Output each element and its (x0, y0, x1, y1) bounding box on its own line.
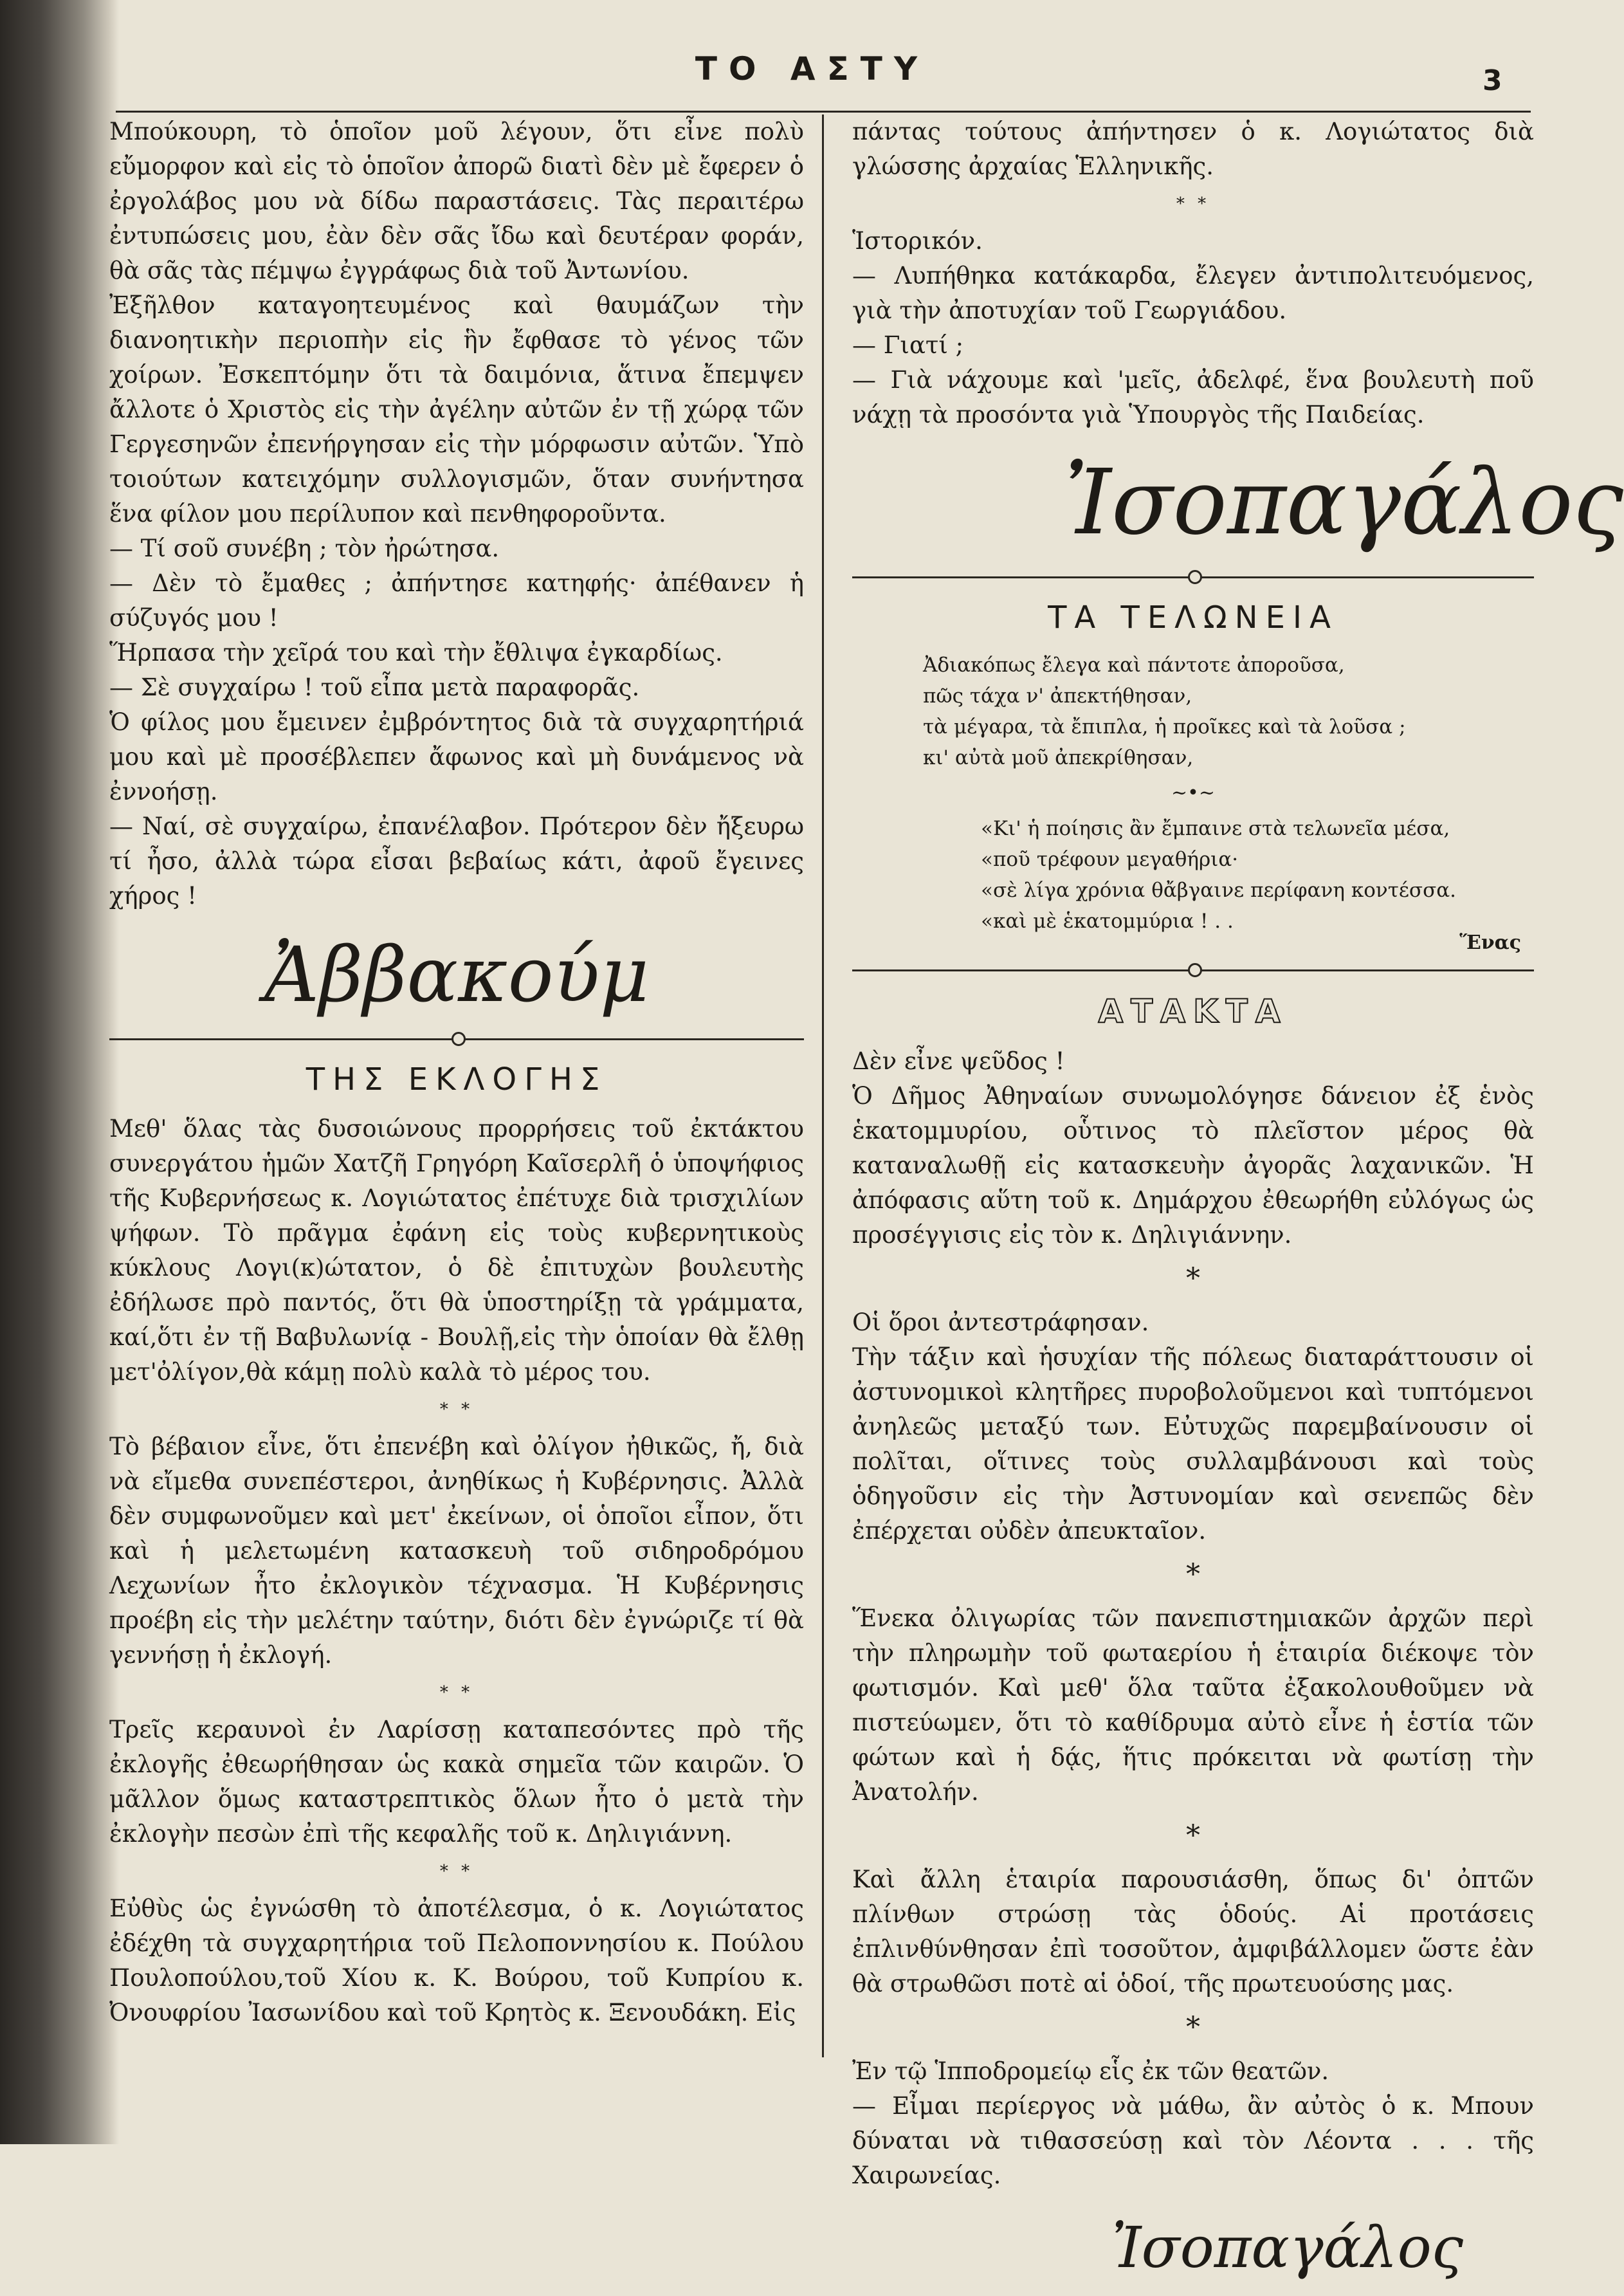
column-divider (822, 115, 824, 2057)
paragraph: Δὲν εἶνε ψεῦδος ! (852, 1047, 1065, 1075)
rule-ornament (1188, 963, 1202, 977)
paragraph: Ἐν τῷ Ἱπποδρομείῳ εἷς ἐκ τῶν θεατῶν. (852, 2057, 1329, 2085)
asterism: * * (439, 1862, 474, 1881)
paragraph: Τὸ βέβαιον εἶνε, ὅτι ἐπενέβη καὶ ὀλίγον ἠθικῶς, ἤ, διὰ νὰ εἴμεθα συνεπέστεροι, ἀνηθίκως ἡ Κυβέρνησις. Ἀλλὰ δὲν συμφωνοῦμεν καὶ μετ' ἐκείνων, οἱ ὁποῖοι εἶπον, ὅτι καὶ ἡ μελετωμένη κατασκευὴ τοῦ σιδηροδρόμου Λεχωνίων ἦτο ἐκλογικὸν τέχνασμα. Ἡ Κυβέρνησις προέβη εἰς τὴν μελέτην ταύτην, διότι δὲν ἐγνώριζε τί θὰ γεννήσῃ ἡ ἐκλογή. (109, 1433, 804, 1669)
paragraph: Εὐθὺς ὡς ἐγνώσθη τὸ ἀποτέλεσμα, ὁ κ. Λογιώτατος ἐδέχθη τὰ συγχαρητήρια τοῦ Πελοποννησίου κ. Πούλου Πουλοπούλου,τοῦ Χίου κ. Κ. Βούρου, τοῦ Κυπρίου κ. Ὀνουφρίου Ἰασωνίδου καὶ τοῦ Κρητὸς κ. Ξενουδάκη. Εἰς (109, 1895, 804, 2026)
paragraph: Καὶ ἄλλη ἑταιρία παρουσιάσθη, ὅπως δι' ὀπτῶν πλίνθων στρώσῃ τὰς ὁδούς. Αἱ προτάσεις ἐπλινθύνθησαν ἐπὶ τοσοῦτον, ἀμφιβάλλομεν ὥστε ἐὰν θὰ στρωθῶσι ποτὲ αἱ ὁδοί, τῆς πρωτευούσης μας. (852, 1866, 1534, 1998)
ornamental-rule (852, 960, 1534, 980)
paragraph: — Γιατί ; (852, 331, 964, 359)
section-title: ΤΗΣ ΕΚΛΟΓΗΣ (306, 1061, 608, 1097)
header-rule (116, 111, 1531, 113)
paragraph: Ἕνεκα ὀλιγωρίας τῶν πανεπιστημιακῶν ἀρχῶν περὶ τὴν πληρωμὴν τοῦ φωταερίου ἡ ἑταιρία διέκοψε τὸν φωτισμόν. Καὶ μεθ' ὅλα ταῦτα ἐξακολουθοῦμεν νὰ πιστεύωμεν, ὅτι τὸ καθίδρυμα αὐτὸ εἶνε ἡ ἑστία τῶν φώτων καὶ ἡ δᾴς, ἥτις πρόκειται νὰ φωτίσῃ τὴν Ἀνατολήν. (852, 1604, 1534, 1806)
poem-title: ΤΑ ΤΕΛΩΝΕΙΑ (1048, 600, 1338, 636)
star-separator: * (1186, 1819, 1200, 1852)
author-signature: Ἰσοπαγάλος (1111, 2214, 1463, 2281)
left-column (109, 115, 804, 2030)
right-column (852, 115, 1623, 2296)
paragraph: — Γιὰ νάχουμε καὶ 'μεῖς, ἀδελφέ, ἕνα βουλευτὴ ποῦ νάχῃ τὰ προσόντα γιὰ Ὑπουργὸς τῆς Παιδείας. (852, 366, 1534, 428)
paragraph: — Σὲ συγχαίρω ! τοῦ εἶπα μετὰ παραφορᾶς. (109, 674, 640, 701)
poem-signature: Ἕνας (1459, 932, 1521, 954)
poem-separator: ~•~ (1171, 782, 1215, 804)
star-separator: * (1186, 1262, 1200, 1295)
author-signature: Ἰσοπαγάλος (1064, 450, 1623, 555)
paragraph: Μπούκουρη, τὸ ὁποῖον μοῦ λέγουν, ὅτι εἶνε πολὺ εὔμορφον καὶ εἰς τὸ ὁποῖον ἀπορῶ διατὶ δὲν μὲ ἔφερεν ὁ ἐργολάβος μου νὰ δίδω παραστάσεις. Τὰς περαιτέρω ἐντυπώσεις μου, ἐὰν δὲν σᾶς ἴδω καὶ δευτέραν φοράν, θὰ σᾶς τὰς πέμψω ἐγγράφως διὰ τοῦ Ἀντωνίου. (109, 118, 804, 284)
asterism: * * (439, 1400, 474, 1419)
asterism: * * (439, 1683, 474, 1702)
page-number: 3 (1483, 64, 1502, 97)
paragraph: — Εἶμαι περίεργος νὰ μάθω, ἂν αὐτὸς ὁ κ. Μπουν δύναται νὰ τιθασσεύσῃ καὶ τὸν Λέοντα . . . τῆς Χαιρωνείας. (852, 2092, 1534, 2189)
poem-stanza: «Κι' ἡ ποίησις ἂν ἔμπαινε στὰ τελωνεῖα μέσα, «ποῦ τρέφουν μεγαθήρια· «σὲ λίγα χρόνια θἄβγαινε περίφανη κοντέσσα. «καὶ μὲ ἑκατομμύρια ! . . (981, 817, 1457, 933)
paragraph: Ἐξῆλθον καταγοητευμένος καὶ θαυμάζων τὴν διανοητικὴν περιοπὴν εἰς ἣν ἔφθασε τὸ γένος τῶν χοίρων. Ἐσκεπτόμην ὅτι τὰ δαιμόνια, ἅτινα ἔπεμψεν ἄλλοτε ὁ Χριστὸς εἰς τὴν ἀγέλην αὐτῶν ἐν τῇ χώρᾳ τῶν Γεργεσηνῶν ἐπενήργησαν εἰς τὴν μόρφωσιν αὐτῶν. Ὑπὸ τοιούτων κατειχόμην συλλογισμῶν, ὅταν συνήντησα ἕνα φίλον μου περίλυπον καὶ πενθηφοροῦντα. (109, 291, 804, 528)
paragraph: Μεθ' ὅλας τὰς δυσοιώνους προρρήσεις τοῦ ἐκτάκτου συνεργάτου ἡμῶν Χατζῆ Γρηγόρη Καῖσερλῆ ὁ ὑποψήφιος τῆς Κυβερνήσεως κ. Λογιώτατος ἐπέτυχε διὰ τρισχιλίων ψήφων. Τὸ πρᾶγμα ἐφάνη εἰς τοὺς κυβερνητικοὺς κύκλους Λογι(κ)ώτατον, ὁ δὲ ἐπιτυχὼν βουλευτὴς ἐδήλωσε πρὸ παντός, ὅτι θὰ ὑποστηρίξῃ τὰ γράμματα, καί,ὅτι ἐν τῇ Βαβυλωνίᾳ - Βουλῇ,εἰς τὴν ὁποίαν θὰ ἔλθῃ μετ'ὀλίγον,θὰ κάμῃ πολὺ καλὰ τὸ μέρος του. (109, 1115, 804, 1386)
newspaper-title: ΤΟ ΑΣΤΥ (695, 50, 929, 87)
paragraph: Ἥρπασα τὴν χεῖρά του καὶ τὴν ἔθλιψα ἐγκαρδίως. (109, 639, 723, 666)
paragraph: Τρεῖς κεραυνοὶ ἐν Λαρίσσῃ καταπεσόντες πρὸ τῆς ἐκλογῆς ἐθεωρήθησαν ὡς κακὰ σημεῖα τῶν καιρῶν. Ὁ μᾶλλον ὅμως καταστρεπτικὸς ὅλων ἦτο ὁ μετὰ τὴν ἐκλογὴν πεσὼν ἐπὶ τῆς κεφαλῆς τοῦ κ. Δηλιγιάννη. (109, 1716, 804, 1848)
asterism: * * (1176, 194, 1210, 214)
poem-stanza: Ἀδιακόπως ἔλεγα καὶ πάντοτε ἀποροῦσα, πῶς τάχα ν' ἀπεκτήθησαν, τὰ μέγαρα, τὰ ἔπιπλα, ἡ προῖκες καὶ τὰ λοῦσα ; κι' αὐτὰ μοῦ ἀπεκρίθησαν, (923, 654, 1406, 769)
ornamental-rule (852, 567, 1534, 587)
paragraph: πάντας τούτους ἀπήντησεν ὁ κ. Λογιώτατος διὰ γλώσσης ἀρχαίας Ἑλληνικῆς. (852, 118, 1534, 180)
paragraph: — Δὲν τὸ ἔμαθες ; ἀπήντησε κατηφής· ἀπέθανεν ἡ σύζυγός μου ! (109, 569, 804, 632)
paragraph: — Ναί, σὲ συγχαίρω, ἐπανέλαβον. Πρότερον δὲν ἤξευρω τί ἦσο, ἀλλὰ τώρα εἶσαι βεβαίως κάτι, ἀφοῦ ἔγεινες χήρος ! (109, 813, 804, 910)
paragraph: — Τί σοῦ συνέβη ; τὸν ἠρώτησα. (109, 535, 500, 562)
author-signature: Ἀββακούμ (264, 930, 650, 1019)
paragraph: — Λυπήθηκα κατάκαρδα, ἔλεγεν ἀντιπολιτευόμενος, γιὰ τὴν ἀποτυχίαν τοῦ Γεωργιάδου. (852, 262, 1534, 324)
paragraph: Οἱ ὅροι ἀντεστράφησαν. (852, 1309, 1149, 1336)
paragraph: Ὁ φίλος μου ἔμεινεν ἐμβρόντητος διὰ τὰ συγχαρητήριά μου καὶ μὲ προσέβλεπεν ἄφωνος καὶ μὴ δυνάμενος νὰ ἐννοήσῃ. (109, 708, 804, 805)
star-separator: * (1186, 2011, 1200, 2044)
rule-ornament (452, 1032, 466, 1046)
section-title: ΑΤΑΚΤΑ (1098, 993, 1288, 1030)
rule-ornament (1188, 570, 1202, 584)
paragraph: Ὁ Δῆμος Ἀθηναίων συνωμολόγησε δάνειον ἐξ ἑνὸς ἑκατομμυρίου, οὗτινος τὸ πλεῖστον μέρος θὰ καταναλωθῇ εἰς κατασκευὴν ἀγορᾶς λαχανικῶν. Ἡ ἀπόφασις αὕτη τοῦ κ. Δημάρχου ἐθεωρήθη εὐλόγως ὡς προσέγγισις εἰς τὸν κ. Δηλιγιάννην. (852, 1082, 1534, 1249)
book-binding-shadow (0, 0, 119, 2144)
ornamental-rule (109, 1029, 804, 1049)
paragraph: Τὴν τάξιν καὶ ἡσυχίαν τῆς πόλεως διαταράττουσιν οἱ ἀστυνομικοὶ κλητῆρες πυροβολοῦμενοι καὶ τυπτόμενοι ἀνηλεῶς μεταξύ των. Εὐτυχῶς παρεμβαίνουσιν οἱ πολῖται, οἵτινες τοὺς συλλαμβάνουσι καὶ τοὺς ὁδηγοῦσιν εἰς τὴν Ἀστυνομίαν καὶ σενεπῶς δὲν ἐπέρχεται οὐδὲν ἀπευκταῖον. (852, 1343, 1534, 1545)
paragraph: Ἱστορικόν. (852, 227, 983, 255)
star-separator: * (1186, 1558, 1200, 1591)
